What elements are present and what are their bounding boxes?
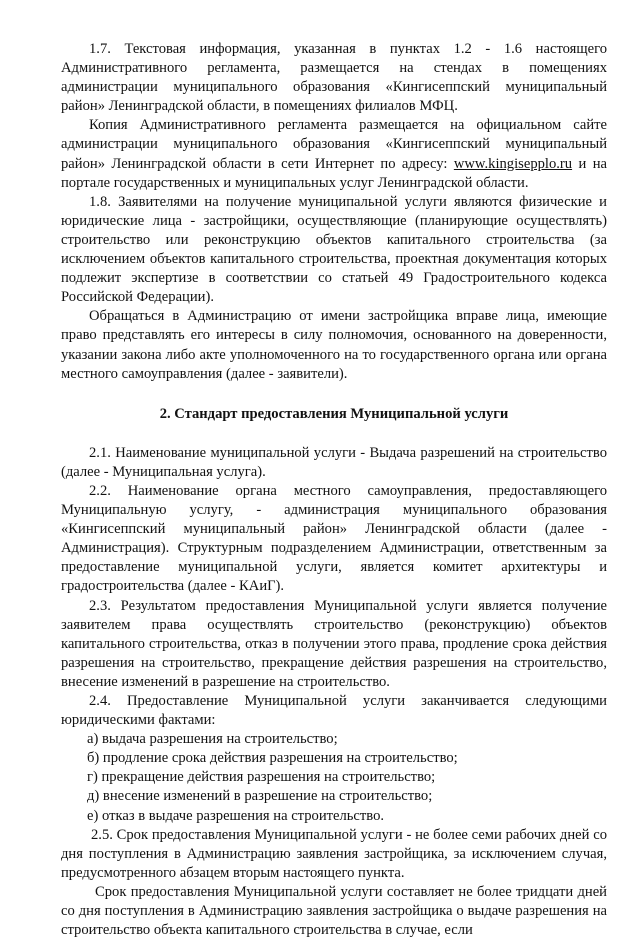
website-link[interactable]: www.kingisepplo.ru [453, 155, 573, 172]
paragraph-copy-text: Копия Административного регламента размещается на официальном сайте администрации муниципального образования «Кингисеппский муниципальный район» Ленинградской области в сети Интернет по адресу: [61, 117, 607, 172]
list-item: а) выдача разрешения на строительство; [87, 731, 338, 748]
list-item: е) отказ в выдаче разрешения на строительство. [87, 807, 385, 824]
paragraph-copy-text-end: и на портале государственных и муниципальных услуг Ленинградской области. [61, 155, 608, 191]
paragraph-2-3: 2.3. Результатом предоставления Муниципальной услуги является получение заявителем права осуществлять строительство (реконструкцию) объектов капитального строительства, отказ в получении этого права, продление срока действия разрешения на строительство, прекращение действия разрешения на строительство, внесение изменений в разрешение на строительство. [61, 597, 607, 690]
section-heading: 2. Стандарт предоставления Муниципальной услуги [159, 405, 509, 422]
list-item: б) продление срока действия разрешения на строительство; [87, 750, 458, 767]
paragraph-2-5-second: Срок предоставления Муниципальной услуги составляет не более тридцати дней со дня поступления в Администрацию заявления застройщика о выдаче разрешения на строительство объекта капитального строительства в случае, если [61, 883, 607, 939]
paragraph-2-2: 2.2. Наименование органа местного самоуправления, предоставляющего Муниципальную услугу, - администрация муниципального образования «Кингисеппский муниципальный район» Ленинградской области (далее - Администрация). Структурным подразделением Администрации, ответственным за предоставление муниципальной услуги, является комитет архитектуры и градостроительства (далее - КАиГ). [61, 482, 607, 595]
paragraph-representatives: Обращаться в Администрацию от имени застройщика вправе лица, имеющие право представлять его интересы в силу полномочия, основанного на доверенности, указании закона либо акте уполномоченного на то государственного органа или органа местного самоуправления (далее - заявители). [61, 308, 607, 382]
paragraph-2-4: 2.4. Предоставление Муниципальной услуги заканчивается следующими юридическими фактами: [61, 693, 607, 729]
paragraph-2-5: 2.5. Срок предоставления Муниципальной услуги - не более семи рабочих дней со дня поступления в Администрацию заявления застройщика, за исключением случая, предусмотренного абзацем вторым настоящего пункта. [61, 826, 607, 881]
spacer [61, 424, 607, 444]
paragraph-copy-regulation [61, 116, 607, 192]
paragraph-2-1: 2.1. Наименование муниципальной услуги - Выдача разрешений на строительство (далее - Муниципальная услуга). [61, 444, 607, 480]
paragraph-1-8: 1.8. Заявителями на получение муниципальной услуги являются физические и юридические лица - застройщики, осуществляющие (планирующие осуществлять) строительство или реконструкцию объектов капитального строительства (за исключением объектов капитального строительства, проектная документация которых подлежит экспертизе в соответствии со статьей 49 Градостроительного кодекса Российской Федерации). [61, 193, 607, 306]
document-page [61, 40, 607, 940]
spacer [61, 384, 607, 405]
paragraph-1-7: 1.7. Текстовая информация, указанная в пунктах 1.2 - 1.6 настоящего Административного регламента, размещается на стендах в помещениях администрации муниципального образования «Кингисеппский муниципальный район» Ленинградской области, в помещениях филиалов МФЦ. [61, 41, 607, 115]
list-item: г) прекращение действия разрешения на строительство; [87, 769, 436, 786]
list-item: д) внесение изменений в разрешение на строительство; [87, 788, 433, 805]
